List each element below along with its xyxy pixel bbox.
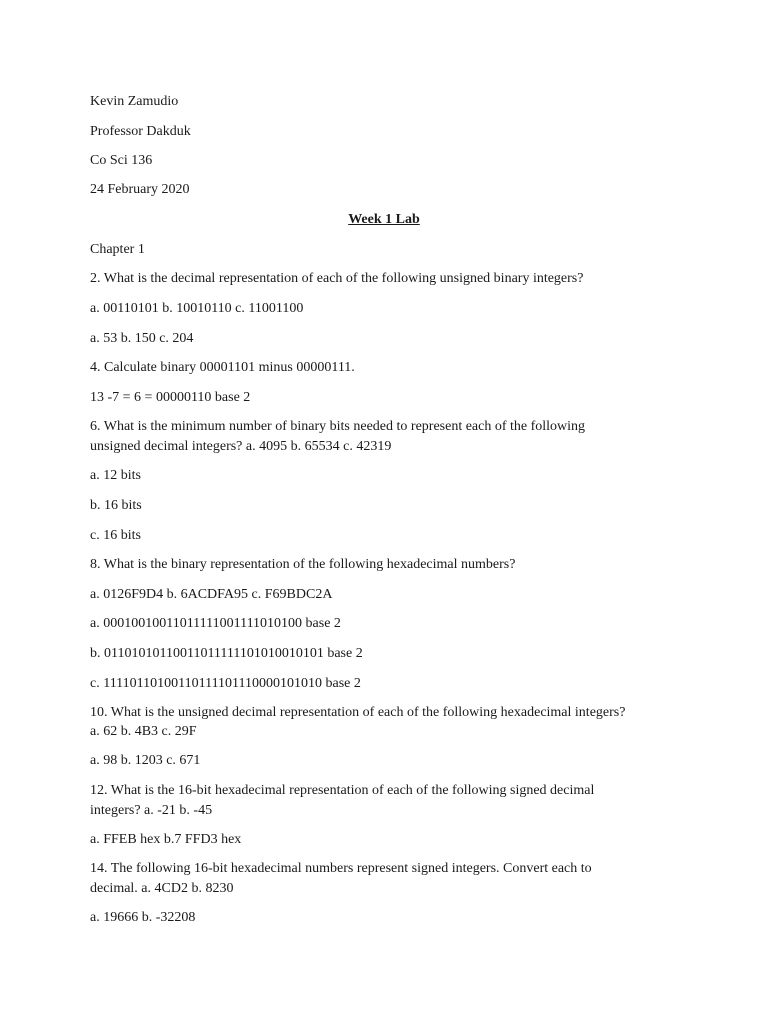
question-12-line-1: 12. What is the 16-bit hexadecimal representation of each of the following signed decimal [90,783,595,798]
answer-12: a. FFEB hex b.7 FFD3 hex [90,832,242,847]
question-14-line-2: decimal. a. 4CD2 b. 8230 [90,881,234,896]
question-2: 2. What is the decimal representation of each of the following unsigned binary integers? [90,271,584,286]
question-10-line-2: a. 62 b. 4B3 c. 29F [90,724,197,739]
chapter-heading: Chapter 1 [90,242,145,257]
answer-4: 13 -7 = 6 = 00000110 base 2 [90,390,251,405]
answer-8b: b. 01101010110011011111101010010101 base 2 [90,646,363,661]
question-14-line-1: 14. The following 16-bit hexadecimal numbers represent signed integers. Convert each to [90,861,592,876]
answer-2: a. 53 b. 150 c. 204 [90,331,194,346]
question-2-values: a. 00110101 b. 10010110 c. 11001100 [90,301,304,316]
question-8-values: a. 0126F9D4 b. 6ACDFA95 c. F69BDC2A [90,587,333,602]
answer-10: a. 98 b. 1203 c. 671 [90,753,201,768]
question-6-line-1: 6. What is the minimum number of binary bits needed to represent each of the following [90,419,586,434]
answer-8c: c. 11110110100110111101110000101010 base 2 [90,676,361,691]
question-6-line-2: unsigned decimal integers? a. 4095 b. 65534 c. 42319 [90,439,392,454]
document-date: 24 February 2020 [90,182,190,197]
author-name: Kevin Zamudio [90,94,179,109]
course-name: Co Sci 136 [90,153,153,168]
answer-6b: b. 16 bits [90,498,142,513]
question-8: 8. What is the binary representation of the following hexadecimal numbers? [90,557,516,572]
question-4: 4. Calculate binary 00001101 minus 00000111. [90,360,355,375]
answer-6a: a. 12 bits [90,468,141,483]
professor-name: Professor Dakduk [90,124,191,139]
question-12-line-2: integers? a. -21 b. -45 [90,803,213,818]
answer-8a: a. 00010010011011111001111010100 base 2 [90,616,341,631]
answer-6c: c. 16 bits [90,528,141,543]
question-10-line-1: 10. What is the unsigned decimal representation of each of the following hexadecimal integers? [90,705,626,720]
document-title: Week 1 Lab [348,212,420,227]
answer-14: a. 19666 b. -32208 [90,910,196,925]
